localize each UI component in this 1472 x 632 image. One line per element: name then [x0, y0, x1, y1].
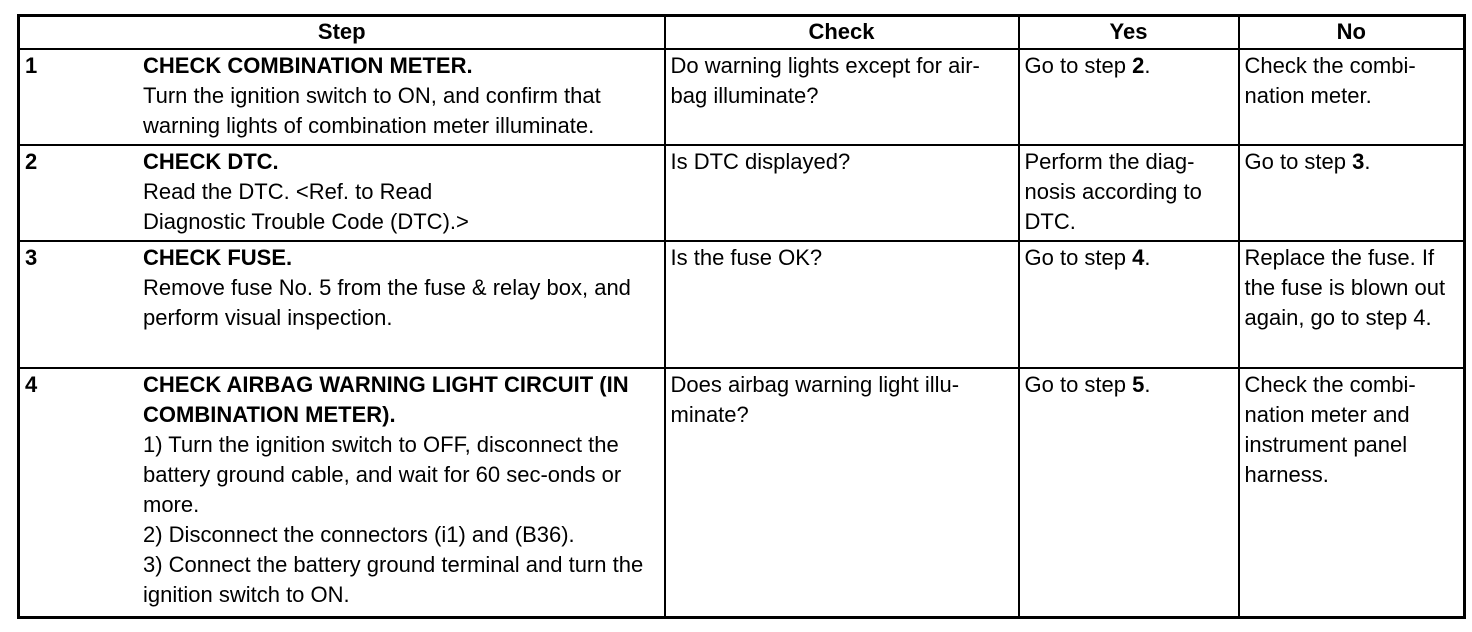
step-number: 2: [25, 148, 38, 174]
table-row: [19, 49, 1465, 145]
step-text: Turn the ignition switch to ON, and confirm that warning lights of combination meter illuminate.: [143, 82, 601, 138]
no-cell: [1239, 49, 1465, 145]
yes-text: Go to step: [1024, 371, 1133, 397]
step-text: Remove fuse No. 5 from the fuse & relay box, and perform visual inspection.: [143, 274, 631, 330]
step-substep: 3) Connect the battery ground terminal and turn the ignition switch to ON.: [143, 551, 644, 607]
table-row: [19, 368, 1465, 618]
yes-suffix: .: [1144, 244, 1151, 270]
step-title: CHECK FUSE.: [143, 244, 293, 270]
step-cell: [19, 241, 665, 368]
step-substep: 2) Disconnect the connectors (i1) and (B36).: [143, 521, 575, 547]
yes-step-ref: 5: [1132, 371, 1145, 397]
yes-cell: [1019, 145, 1239, 241]
step-title: CHECK COMBINATION METER.: [143, 52, 473, 78]
step-title: CHECK DTC.: [143, 148, 279, 174]
step-substep: 1) Turn the ignition switch to OFF, disconnect the battery ground cable, and wait for 60 sec-onds or more.: [143, 431, 622, 517]
step-content: [143, 243, 653, 333]
yes-text: Go to step: [1024, 244, 1133, 270]
no-step-ref: 3: [1352, 148, 1365, 174]
no-suffix: .: [1364, 148, 1371, 174]
no-text: Go to step: [1244, 148, 1353, 174]
check-cell: Is the fuse OK?: [665, 241, 1019, 368]
step-number: 3: [25, 244, 38, 270]
no-cell: [1239, 145, 1465, 241]
header-check: Check: [665, 16, 1019, 49]
yes-text: Perform the diag-nosis according to DTC.: [1024, 148, 1202, 234]
step-content: [143, 370, 653, 610]
yes-text: Go to step: [1024, 52, 1133, 78]
diagnostic-table: [17, 14, 1466, 619]
no-text: Replace the fuse. If the fuse is blown out again, go to step 4.: [1244, 244, 1446, 330]
yes-suffix: .: [1144, 52, 1151, 78]
step-title: CHECK AIRBAG WARNING LIGHT CIRCUIT (IN COMBINATION METER).: [143, 371, 629, 427]
yes-suffix: .: [1144, 371, 1151, 397]
table-row: [19, 145, 1465, 241]
step-text: Read the DTC. <Ref. to Read Diagnostic Trouble Code (DTC).>: [143, 178, 469, 234]
step-content: [143, 51, 653, 141]
yes-step-ref: 4: [1132, 244, 1145, 270]
table-row: [19, 241, 1465, 368]
header-step: Step: [19, 16, 665, 49]
no-cell: [1239, 241, 1465, 368]
no-cell: [1239, 368, 1465, 618]
yes-cell: [1019, 49, 1239, 145]
step-cell: [19, 49, 665, 145]
header-no: No: [1239, 16, 1465, 49]
step-number: 1: [25, 52, 38, 78]
yes-cell: [1019, 368, 1239, 618]
no-text: Check the combi-nation meter and instrument panel harness.: [1244, 371, 1416, 487]
check-cell: Does airbag warning light illu-minate?: [665, 368, 1019, 618]
no-text: Check the combi-nation meter.: [1244, 52, 1416, 108]
check-cell: Is DTC displayed?: [665, 145, 1019, 241]
step-cell: [19, 368, 665, 618]
step-cell: [19, 145, 665, 241]
yes-cell: [1019, 241, 1239, 368]
step-content: [143, 147, 653, 237]
header-row: [19, 16, 1465, 49]
check-cell: Do warning lights except for air-bag illuminate?: [665, 49, 1019, 145]
header-yes: Yes: [1019, 16, 1239, 49]
step-number: 4: [25, 371, 38, 397]
yes-step-ref: 2: [1132, 52, 1145, 78]
